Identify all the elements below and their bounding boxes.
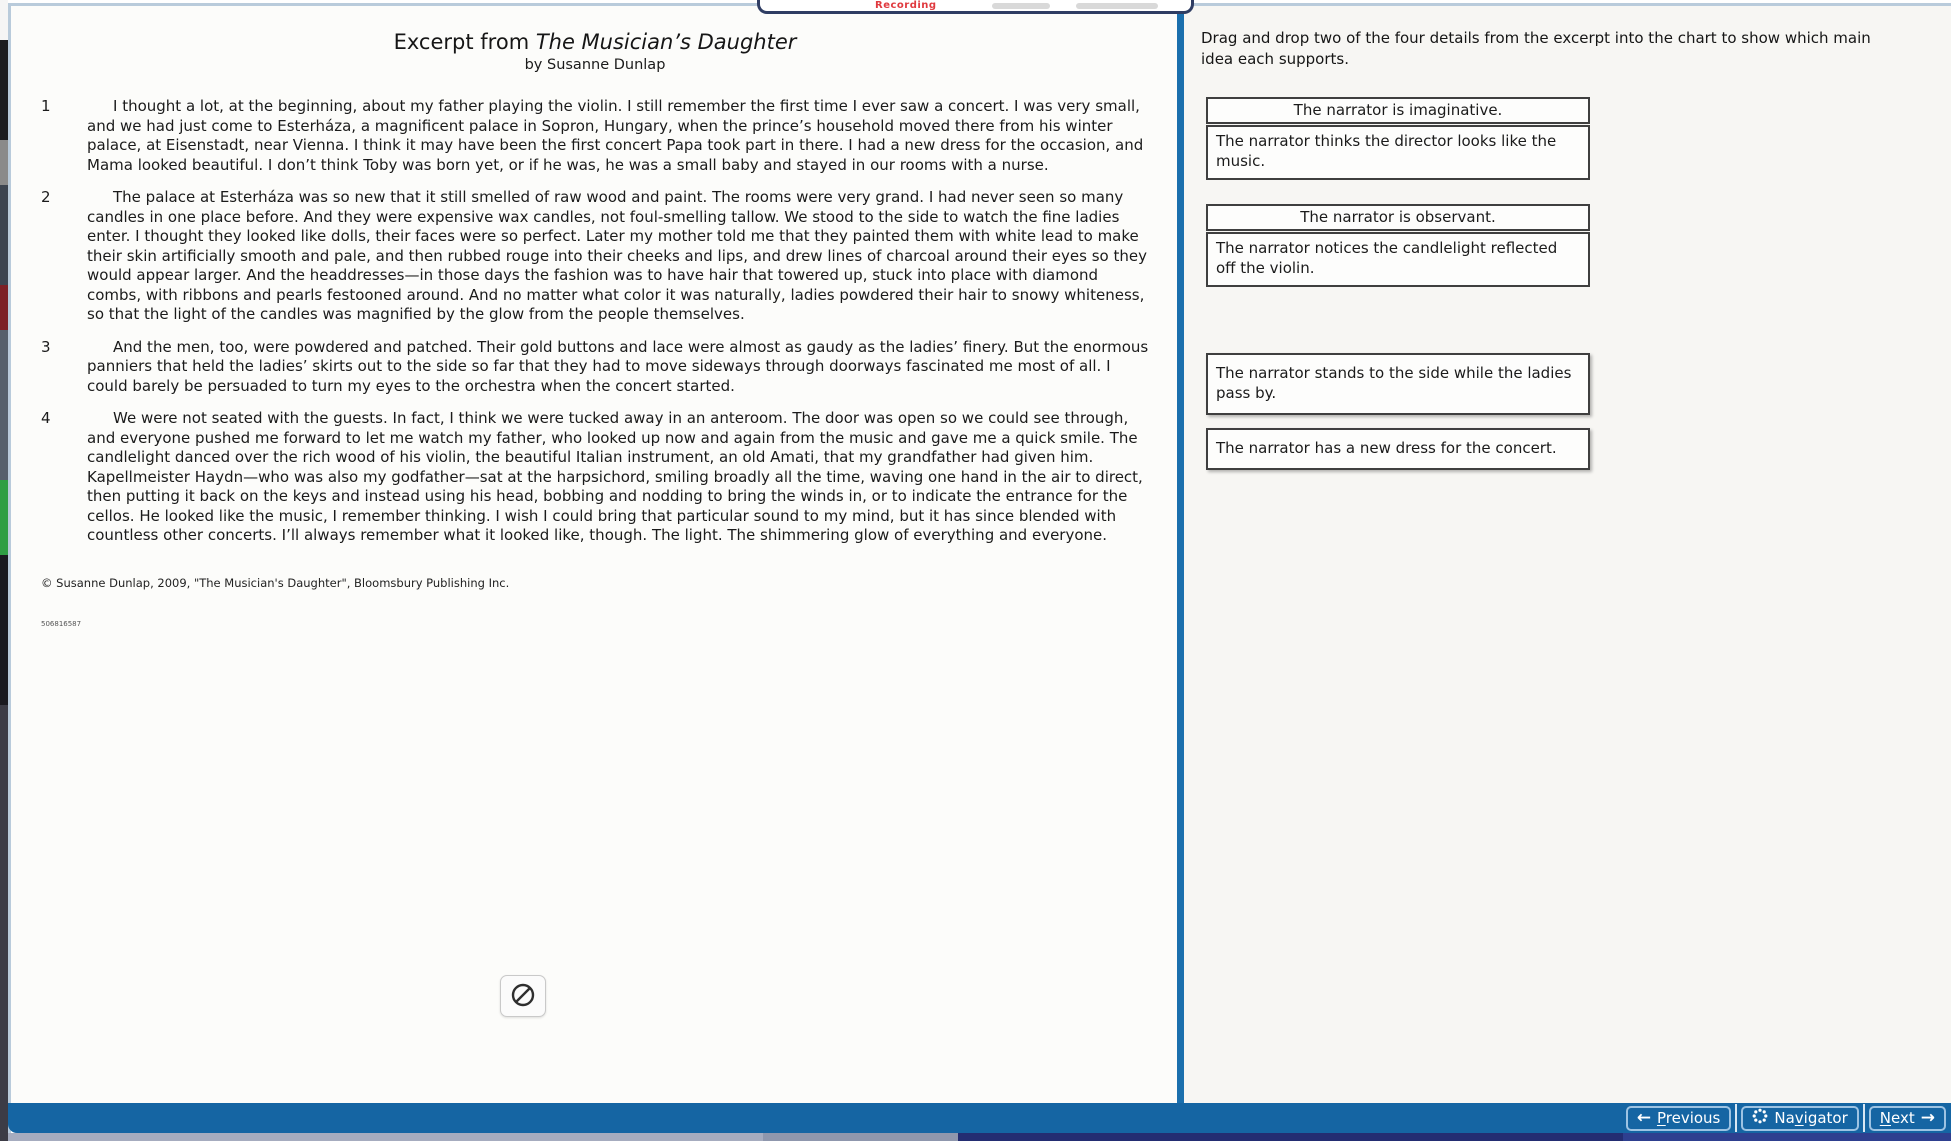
chart-heading: The narrator is imaginative. [1206, 97, 1590, 124]
paragraph-1 [27, 97, 1163, 175]
desktop-bottom-strip [8, 1133, 1951, 1141]
passage-title [27, 30, 1163, 54]
no-symbol-icon [510, 982, 536, 1011]
drag-option-1[interactable]: The narrator stands to the side while the ladies pass by. [1206, 353, 1590, 415]
drag-option-2[interactable]: The narrator has a new dress for the concert. [1206, 428, 1590, 470]
toolbar-faded-text [1076, 3, 1158, 9]
no-symbol-button[interactable] [500, 975, 546, 1017]
question-instructions: Drag and drop two of the four details from the excerpt into the chart to show which main idea each supports. [1201, 29, 1871, 68]
paragraph-3 [27, 338, 1163, 397]
paragraph-text: The palace at Esterháza was so new that it still smelled of raw wood and paint. The rooms were very grand. I had never seen so many candles in one place before. And they were expensive wax candles, not foul-smelling tallow. We stood to the side to watch the fine ladies enter. I thought they looked like dolls, their faces were so perfect. Later my mother told me that they painted them with white lead to make their skin artificially smooth and pale, and then rubbed rouge into their cheeks and lips, and drew lines of charcoal around their eyes so they would appear larger. And the headdresses—in those days the fashion was to have hair that towered up, stuck into place with diamond combs, with ribbons and pearls festooned around. And no matter what color it was naturally, ladies powdered their hair to snowy whiteness, so that the light of the candles was magnified by the glow from the people themselves. [87, 188, 1147, 323]
recording-status-label: Recording [875, 0, 937, 11]
item-id: 506816587 [41, 619, 82, 628]
paragraph-number: 3 [41, 337, 51, 356]
previous-label: Previous [1656, 1109, 1721, 1127]
footer-separator [1735, 1104, 1737, 1132]
right-arrow-icon: → [1920, 1107, 1935, 1128]
next-label: Next [1879, 1109, 1915, 1127]
question-panel [1184, 6, 1951, 1103]
footer-separator [1863, 1104, 1865, 1132]
navigator-button[interactable] [1741, 1106, 1858, 1131]
paragraph-2 [27, 188, 1163, 325]
paragraph-text: I thought a lot, at the beginning, about my father playing the violin. I still remember the first time I ever saw a concert. I was very small, and we had just come to Esterháza, a magnificent palace in Sopron, Hungary, when the prince’s household moved there from his winter palace, at Eisenstadt, near Vienna. I think it may have been the first concert Papa took part in there. I had a new dress for the occasion, and Mama looked beautiful. I don’t think Toby was born yet, or if he was, he was a small baby and stayed in our rooms with a nurse. [87, 97, 1144, 174]
draggable-options [1206, 353, 1590, 470]
paragraph-4 [27, 409, 1163, 546]
paragraph-text: We were not seated with the guests. In fact, I think we were tucked away in an anteroom. The door was open so we could see through, and everyone pushed me forward to let me watch my father, who looked up now and again from the music and gave me a quick smile. The candlelight danced over the rich wood of his violin, the beautiful Italian instrument, an old Amati, that my grandfather had given him. Kapellmeister Haydn—who was also my godfather—sat at the harpsichord, smiling broadly all the time, waving one hand in the air to direct, then putting it back on the keys and instead using his head, bobbing and nodding to bring the winds in, or to indicate the entrance for the cellos. He looked like the music, I remember thinking. I wish I could bring that particular sound to my mind, but it has since blended with countless other concerts. I’ll always remember what it looked like, though. The light. The shimmering glow of everything and everyone. [87, 409, 1143, 544]
footer-buttons [1626, 1103, 1946, 1133]
navigator-icon [1752, 1108, 1768, 1128]
footer-nav-bar [8, 1103, 1951, 1133]
previous-button[interactable] [1626, 1106, 1732, 1131]
toolbar-faded-text [992, 3, 1050, 9]
copyright-line: © Susanne Dunlap, 2009, "The Musician's Daughter", Bloomsbury Publishing Inc. [41, 575, 510, 590]
recording-toolbar [757, 0, 1194, 14]
chart-box-observant [1206, 204, 1590, 287]
chart-heading: The narrator is observant. [1206, 204, 1590, 231]
passage-panel [11, 6, 1177, 1103]
chart-drop-zone[interactable]: The narrator thinks the director looks like the music. [1206, 125, 1590, 180]
chart-box-imaginative [1206, 97, 1590, 180]
main-idea-chart [1206, 97, 1590, 287]
paragraph-number: 1 [41, 97, 51, 115]
paragraph-number: 4 [41, 409, 51, 427]
pane-divider [1177, 6, 1184, 1103]
passage-title-prefix: Excerpt from [393, 30, 536, 54]
navigator-label: Navigator [1774, 1109, 1848, 1127]
passage-title-work: The Musician’s Daughter [535, 30, 797, 54]
passage-body [27, 97, 1163, 546]
paragraph-text: And the men, too, were powdered and patched. Their gold buttons and lace were almost as gaudy as the ladies’ finery. But the enormous panniers that held the ladies’ skirts out to the side so far that they had to move sideways through doorways fascinated me most of all. I could barely be persuaded to turn my eyes to the orchestra when the concert started. [87, 337, 1149, 395]
left-arrow-icon: ← [1636, 1107, 1651, 1128]
desktop-dock-edge [0, 0, 8, 1141]
chart-drop-zone[interactable]: The narrator notices the candlelight reflected off the violin. [1206, 232, 1590, 287]
next-button[interactable] [1869, 1106, 1946, 1131]
passage-byline: by Susanne Dunlap [524, 57, 666, 73]
paragraph-number: 2 [41, 188, 51, 206]
